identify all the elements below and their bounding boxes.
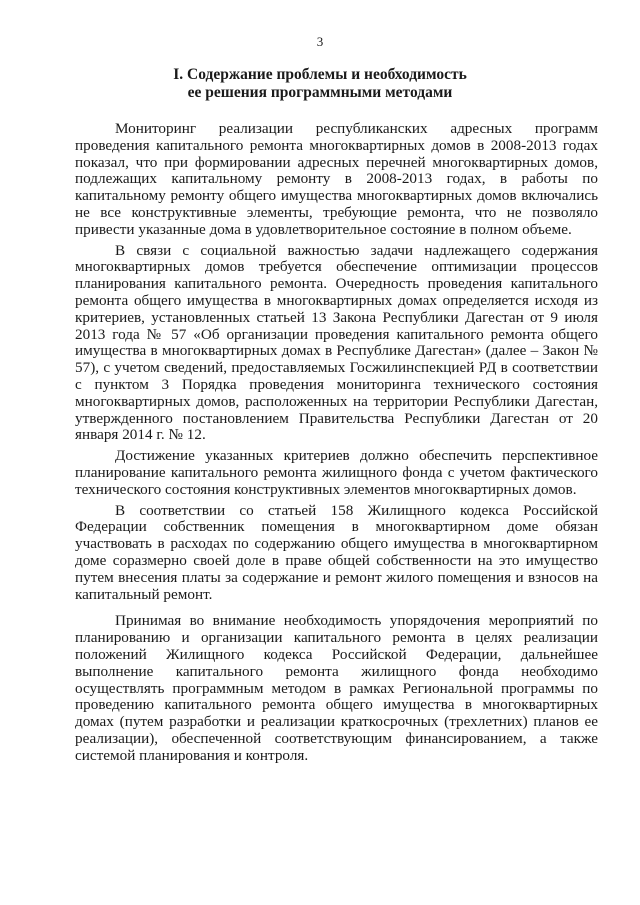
paragraph-1: Мониторинг реализации республиканских адресных программ проведения капитального ремонта многоквартирных домов в 2008-2013 годах показал, что при формировании адресных перечней многоквартирных домов, подлежащих капитальному ремонту в 2008-2013 годах, в работы по капитальному ремонту общего имущества многоквартирных домов включались не все конструктивные элементы, требующие ремонта, что не позволяло привести указанные дома в удовлетворительное состояние в полном объеме.: [75, 120, 598, 238]
document-body: [75, 121, 598, 768]
section-title-line-1: I. Содержание проблемы и необходимость: [173, 66, 467, 83]
section-title: [90, 66, 550, 102]
page-number: 3: [316, 34, 324, 49]
paragraph-5: Принимая во внимание необходимость упорядочения мероприятий по планированию и организации капитального ремонта в целях реализации положений Жилищного кодекса Российской Федерации, дальнейшее выполнение капитального ремонта жилищного фонда необходимо осуществлять программным методом в рамках Региональной программы по проведению капитального ремонта общего имущества в многоквартирных домах (путем разработки и реализации краткосрочных (трехлетних) планов ее реализации), обеспеченной соответствующим финансированием, а также системой планирования и контроля.: [75, 612, 598, 764]
paragraph-4: В соответствии со статьей 158 Жилищного кодекса Российской Федерации собственник помещения в многоквартирном доме обязан участвовать в расходах по содержанию общего имущества в многоквартирном доме соразмерно своей доле в праве общей собственности на это имущество путем внесения платы за содержание и ремонт жилого помещения и взносов на капитальный ремонт.: [75, 501, 598, 603]
section-title-line-2: ее решения программными методами: [187, 84, 453, 101]
paragraph-3: Достижение указанных критериев должно обеспечить перспективное планирование капитального ремонта жилищного фонда с учетом фактического технического состояния конструктивных элементов многоквартирных домов.: [75, 447, 598, 498]
paragraph-2: В связи с социальной важностью задачи надлежащего содержания многоквартирных домов требуется обеспечение оптимизации процессов планирования капитального ремонта. Очередность проведения капитального ремонта общего имущества в многоквартирных домах определяется исходя из критериев, установленных статьей 13 Закона Республики Дагестан от 9 июля 2013 года № 57 «Об организации проведения капитального ремонта общего имущества в многоквартирных домах в Республике Дагестан» (далее – Закон № 57), с учетом сведений, предоставляемых Госжилинспекцией РД в соответствии с пунктом 3 Порядка проведения мониторинга технического состояния многоквартирных домов, расположенных на территории Республики Дагестан, утвержденного постановлением Правительства Республики Дагестан от 20 января 2014 г. № 12.: [75, 241, 598, 444]
